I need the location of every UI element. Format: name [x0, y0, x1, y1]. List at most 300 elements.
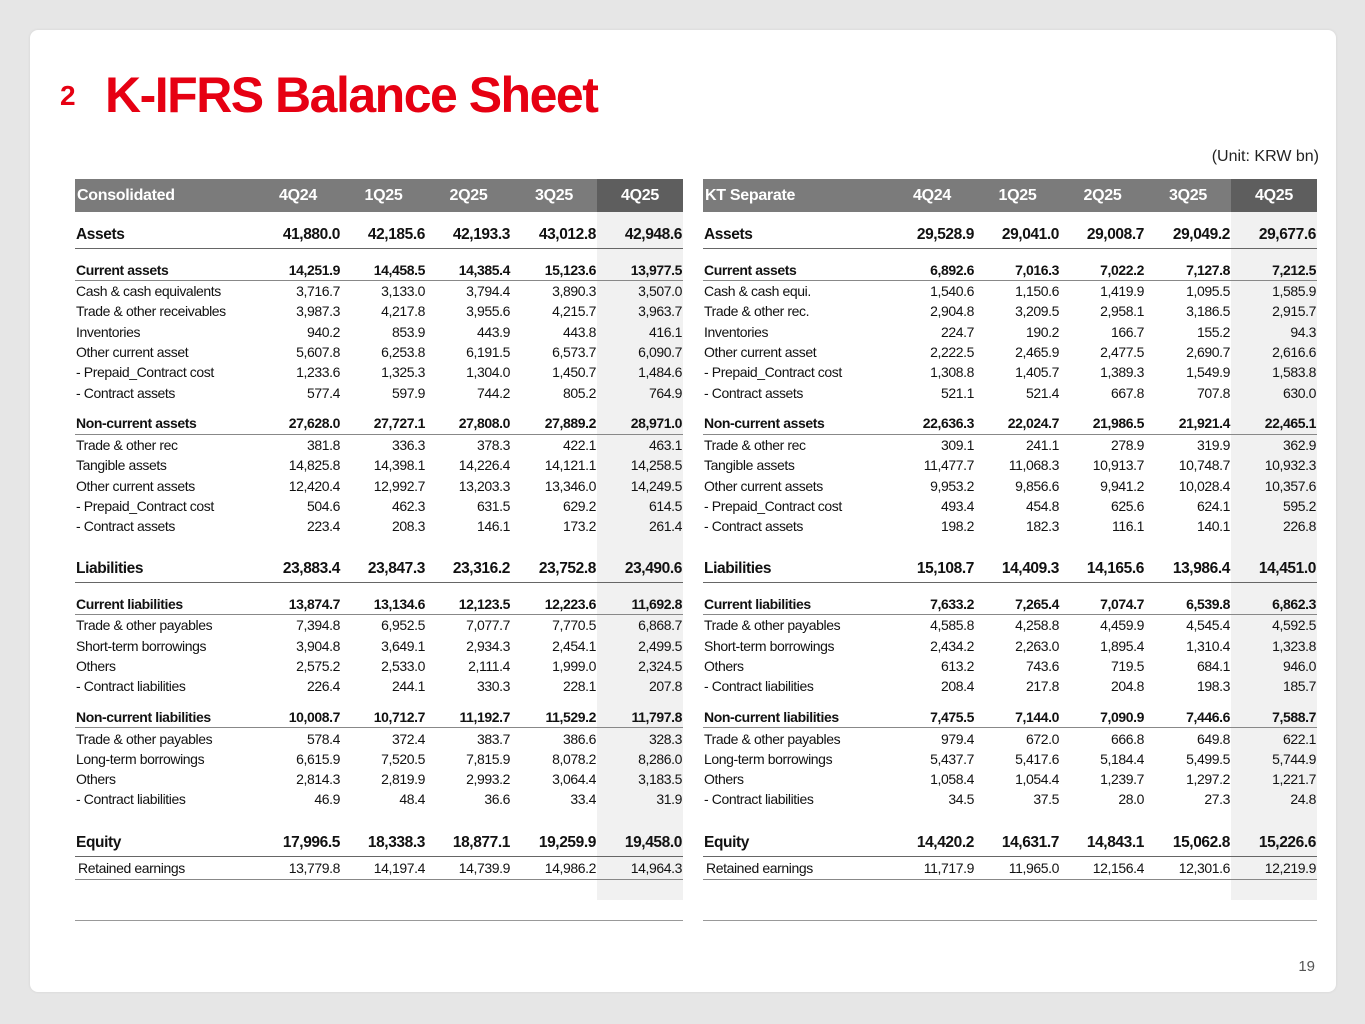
value-cell: 1,450.7 — [552, 364, 596, 381]
value-cell: 23,752.8 — [511, 556, 597, 583]
value-cell: 454.8 — [1025, 497, 1059, 514]
value-cell: 614.5 — [597, 496, 683, 516]
value-cell: 29,049.2 — [1145, 222, 1231, 249]
value-cell: 12,301.6 — [1145, 856, 1231, 879]
row-label: Non-current liabilities — [75, 706, 255, 728]
subtotal-row — [75, 259, 683, 281]
value-cell: 10,028.4 — [1178, 477, 1230, 494]
value-cell: 521.4 — [1025, 384, 1059, 401]
value-cell: 12,156.4 — [1060, 856, 1145, 879]
row-label: Current liabilities — [703, 593, 889, 615]
value-cell: 7,394.8 — [296, 617, 340, 634]
column-header: 1Q25 — [341, 179, 426, 212]
row-label: Other current assets — [76, 477, 195, 494]
value-cell: 140.1 — [1196, 518, 1230, 535]
value-cell: 624.1 — [1196, 497, 1230, 514]
value-cell: 23,847.3 — [341, 556, 426, 583]
value-cell: 11,965.0 — [975, 856, 1060, 879]
value-cell: 6,191.5 — [466, 344, 510, 361]
value-cell: 6,892.6 — [889, 259, 975, 281]
value-cell: 48.4 — [399, 791, 425, 808]
value-cell: 1,150.6 — [1015, 283, 1059, 300]
value-cell: 1,585.9 — [1231, 281, 1317, 302]
value-cell: 19,259.9 — [511, 830, 597, 857]
value-cell: 443.9 — [476, 323, 510, 340]
row-label: Short-term borrowings — [704, 637, 835, 654]
table-row — [703, 789, 1317, 809]
value-cell: 14,251.9 — [255, 259, 341, 281]
table-row — [75, 728, 683, 749]
value-cell: 940.2 — [306, 323, 340, 340]
table-header — [703, 179, 1317, 212]
value-cell: 853.9 — [391, 323, 425, 340]
value-cell: 14,739.9 — [426, 856, 511, 879]
value-cell: 12,992.7 — [373, 477, 425, 494]
value-cell: 630.0 — [1231, 382, 1317, 402]
table-row — [75, 496, 683, 516]
value-cell: 2,690.7 — [1186, 344, 1230, 361]
value-cell: 595.2 — [1231, 496, 1317, 516]
value-cell: 631.5 — [476, 497, 510, 514]
value-cell: 14,843.1 — [1060, 830, 1145, 857]
total-row — [703, 222, 1317, 249]
value-cell: 207.8 — [597, 676, 683, 696]
row-label: Trade & other rec — [704, 436, 806, 453]
value-cell: 46.9 — [314, 791, 340, 808]
value-cell: 27.3 — [1204, 791, 1230, 808]
table-row — [75, 516, 683, 536]
value-cell: 7,212.5 — [1231, 259, 1317, 281]
subtotal-row — [703, 259, 1317, 281]
value-cell: 666.8 — [1110, 730, 1144, 747]
value-cell: 185.7 — [1231, 676, 1317, 696]
value-cell: 22,024.7 — [975, 413, 1060, 435]
value-cell: 2,263.0 — [1015, 637, 1059, 654]
value-cell: 14,451.0 — [1231, 556, 1317, 583]
value-cell: 381.8 — [306, 436, 340, 453]
value-cell: 3,186.5 — [1186, 303, 1230, 320]
value-cell: 5,437.7 — [930, 750, 974, 767]
value-cell: 261.4 — [597, 516, 683, 536]
value-cell: 217.8 — [1025, 678, 1059, 695]
page-title: K-IFRS Balance Sheet — [105, 67, 598, 123]
value-cell: 7,074.7 — [1060, 593, 1145, 615]
value-cell: 7,265.4 — [975, 593, 1060, 615]
value-cell: 597.9 — [391, 384, 425, 401]
subtotal-row — [75, 593, 683, 615]
table-row — [703, 656, 1317, 676]
value-cell: 328.3 — [597, 728, 683, 749]
value-cell: 7,446.6 — [1145, 706, 1231, 728]
row-label: Current assets — [703, 259, 889, 281]
value-cell: 2,958.1 — [1100, 303, 1144, 320]
total-row — [75, 222, 683, 249]
spacer-row — [75, 696, 683, 706]
table-row — [703, 749, 1317, 769]
row-label: Assets — [75, 222, 255, 249]
value-cell: 19,458.0 — [597, 830, 683, 857]
row-label: Long-term borrowings — [76, 750, 205, 767]
value-cell: 2,819.9 — [381, 771, 425, 788]
row-label: Trade & other rec. — [704, 303, 810, 320]
value-cell: 241.1 — [1025, 436, 1059, 453]
column-header: 4Q25 — [1231, 179, 1317, 212]
table-row — [703, 856, 1317, 879]
value-cell: 6,573.7 — [552, 344, 596, 361]
value-cell: 226.8 — [1231, 516, 1317, 536]
value-cell: 979.4 — [940, 730, 974, 747]
value-cell: 15,062.8 — [1145, 830, 1231, 857]
value-cell: 744.2 — [476, 384, 510, 401]
row-label: Others — [704, 771, 744, 788]
table-title-header: KT Separate — [703, 179, 889, 212]
value-cell: 416.1 — [597, 322, 683, 342]
value-cell: 5,607.8 — [296, 344, 340, 361]
value-cell: 2,904.8 — [930, 303, 974, 320]
table-row — [75, 636, 683, 656]
spacer-row — [703, 583, 1317, 594]
table-row — [75, 615, 683, 636]
value-cell: 3,183.5 — [597, 769, 683, 789]
value-cell: 3,716.7 — [296, 283, 340, 300]
table-row — [703, 281, 1317, 302]
row-label: Other current asset — [76, 344, 189, 361]
value-cell: 2,915.7 — [1231, 301, 1317, 321]
value-cell: 2,993.2 — [466, 771, 510, 788]
value-cell: 649.8 — [1196, 730, 1230, 747]
value-cell: 27,727.1 — [341, 413, 426, 435]
value-cell: 43,012.8 — [511, 222, 597, 249]
row-label: - Contract liabilities — [704, 678, 814, 695]
value-cell: 21,921.4 — [1145, 413, 1231, 435]
row-label: - Contract assets — [76, 384, 176, 401]
value-cell: 5,184.4 — [1100, 750, 1144, 767]
subtotal-row — [75, 413, 683, 435]
spacer-row — [703, 403, 1317, 413]
spacer-row — [703, 212, 1317, 222]
value-cell: 198.3 — [1196, 678, 1230, 695]
value-cell: 14,258.5 — [597, 455, 683, 475]
spacer-row — [703, 696, 1317, 706]
value-cell: 29,677.6 — [1231, 222, 1317, 249]
value-cell: 223.4 — [306, 518, 340, 535]
value-cell: 14,825.8 — [288, 457, 340, 474]
value-cell: 1,095.5 — [1186, 283, 1230, 300]
separate-table — [703, 179, 1317, 921]
value-cell: 2,499.5 — [597, 636, 683, 656]
table-row — [75, 749, 683, 769]
value-cell: 13,977.5 — [597, 259, 683, 281]
value-cell: 29,528.9 — [889, 222, 975, 249]
value-cell: 6,615.9 — [296, 750, 340, 767]
value-cell: 13,134.6 — [341, 593, 426, 615]
value-cell: 3,963.7 — [597, 301, 683, 321]
value-cell: 7,770.5 — [552, 617, 596, 634]
table-row — [75, 382, 683, 402]
value-cell: 24.8 — [1231, 789, 1317, 809]
value-cell: 7,633.2 — [889, 593, 975, 615]
value-cell: 9,941.2 — [1100, 477, 1144, 494]
table-row — [75, 475, 683, 495]
value-cell: 3,649.1 — [381, 637, 425, 654]
value-cell: 14,986.2 — [511, 856, 597, 879]
value-cell: 15,226.6 — [1231, 830, 1317, 857]
table-title-header: Consolidated — [75, 179, 255, 212]
column-header: 3Q25 — [1145, 179, 1231, 212]
value-cell: 7,815.9 — [466, 750, 510, 767]
value-cell: 10,932.3 — [1231, 455, 1317, 475]
value-cell: 1,304.0 — [466, 364, 510, 381]
row-label: Tangible assets — [704, 457, 795, 474]
value-cell: 3,507.0 — [597, 281, 683, 302]
value-cell: 2,324.5 — [597, 656, 683, 676]
column-header: 4Q24 — [889, 179, 975, 212]
value-cell: 7,022.2 — [1060, 259, 1145, 281]
value-cell: 1,389.3 — [1100, 364, 1144, 381]
value-cell: 1,058.4 — [930, 771, 974, 788]
spacer-row — [75, 212, 683, 222]
row-label: Liabilities — [75, 556, 255, 583]
column-header: 3Q25 — [511, 179, 597, 212]
value-cell: 14,964.3 — [597, 856, 683, 879]
value-cell: 10,748.7 — [1178, 457, 1230, 474]
value-cell: 244.1 — [391, 678, 425, 695]
value-cell: 8,078.2 — [552, 750, 596, 767]
value-cell: 386.6 — [562, 730, 596, 747]
row-label: Others — [76, 771, 116, 788]
value-cell: 378.3 — [476, 436, 510, 453]
value-cell: 29,041.0 — [975, 222, 1060, 249]
value-cell: 4,215.7 — [552, 303, 596, 320]
row-label: Long-term borrowings — [704, 750, 833, 767]
value-cell: 805.2 — [562, 384, 596, 401]
spacer-row — [703, 249, 1317, 260]
value-cell: 11,192.7 — [426, 706, 511, 728]
row-label: - Contract liabilities — [76, 678, 186, 695]
consolidated-table — [75, 179, 683, 921]
value-cell: 1,221.7 — [1231, 769, 1317, 789]
row-label: Trade & other payables — [704, 730, 841, 747]
value-cell: 362.9 — [1231, 434, 1317, 455]
row-label: Retained earnings — [75, 856, 255, 879]
table-row — [703, 676, 1317, 696]
row-label: - Prepaid_Contract cost — [704, 497, 842, 514]
value-cell: 2,575.2 — [296, 658, 340, 674]
value-cell: 2,533.0 — [381, 658, 425, 674]
value-cell: 1,419.9 — [1100, 283, 1144, 300]
value-cell: 31.9 — [597, 789, 683, 809]
value-cell: 4,585.8 — [930, 617, 974, 634]
table-end-rule — [703, 900, 1317, 921]
value-cell: 42,193.3 — [426, 222, 511, 249]
value-cell: 182.3 — [1025, 518, 1059, 535]
value-cell: 7,520.5 — [381, 750, 425, 767]
row-label: Other current asset — [704, 344, 817, 361]
value-cell: 3,904.8 — [296, 637, 340, 654]
page-number: 19 — [1298, 958, 1315, 975]
row-label: Tangible assets — [76, 457, 167, 474]
value-cell: 1,484.6 — [597, 362, 683, 382]
value-cell: 764.9 — [597, 382, 683, 402]
column-header: 4Q25 — [597, 179, 683, 212]
value-cell: 18,877.1 — [426, 830, 511, 857]
table-row — [703, 322, 1317, 342]
table-row — [75, 656, 683, 676]
row-label: - Contract assets — [704, 518, 804, 535]
value-cell: 27,628.0 — [255, 413, 341, 435]
value-cell: 10,913.7 — [1092, 457, 1144, 474]
value-cell: 6,862.3 — [1231, 593, 1317, 615]
value-cell: 625.6 — [1110, 497, 1144, 514]
spacer-row — [75, 249, 683, 260]
table-row — [703, 362, 1317, 382]
value-cell: 443.8 — [562, 323, 596, 340]
value-cell: 309.1 — [940, 436, 974, 453]
value-cell: 2,465.9 — [1015, 344, 1059, 361]
row-label: Inventories — [76, 323, 141, 340]
value-cell: 34.5 — [948, 791, 974, 808]
row-label: - Prepaid_Contract cost — [704, 364, 842, 381]
total-row — [703, 556, 1317, 583]
table-row — [703, 301, 1317, 321]
table-row — [703, 769, 1317, 789]
row-label: Equity — [703, 830, 889, 857]
value-cell: 12,420.4 — [288, 477, 340, 494]
value-cell: 8,286.0 — [597, 749, 683, 769]
table-row — [703, 434, 1317, 455]
value-cell: 208.4 — [940, 678, 974, 695]
value-cell: 7,090.9 — [1060, 706, 1145, 728]
value-cell: 9,953.2 — [930, 477, 974, 494]
value-cell: 336.3 — [391, 436, 425, 453]
spacer-row — [75, 583, 683, 594]
subtotal-row — [75, 706, 683, 728]
value-cell: 1,999.0 — [552, 658, 596, 674]
value-cell: 372.4 — [391, 730, 425, 747]
value-cell: 12,123.5 — [426, 593, 511, 615]
table-row — [75, 301, 683, 321]
row-label: Assets — [703, 222, 889, 249]
value-cell: 3,794.4 — [466, 283, 510, 300]
value-cell: 224.7 — [940, 323, 974, 340]
value-cell: 14,398.1 — [373, 457, 425, 474]
value-cell: 190.2 — [1025, 323, 1059, 340]
spacer-row — [703, 879, 1317, 900]
value-cell: 383.7 — [476, 730, 510, 747]
table-row — [703, 728, 1317, 749]
value-cell: 577.4 — [306, 384, 340, 401]
row-label: - Contract assets — [704, 384, 804, 401]
row-label: Non-current assets — [703, 413, 889, 435]
table-row — [75, 342, 683, 362]
value-cell: 521.1 — [940, 384, 974, 401]
table-row — [75, 676, 683, 696]
value-cell: 2,814.3 — [296, 771, 340, 788]
value-cell: 578.4 — [306, 730, 340, 747]
value-cell: 6,539.8 — [1145, 593, 1231, 615]
value-cell: 14,458.5 — [341, 259, 426, 281]
value-cell: 493.4 — [940, 497, 974, 514]
value-cell: 15,123.6 — [511, 259, 597, 281]
row-label: Non-current assets — [75, 413, 255, 435]
value-cell: 27,808.0 — [426, 413, 511, 435]
value-cell: 18,338.3 — [341, 830, 426, 857]
value-cell: 28,971.0 — [597, 413, 683, 435]
table-row — [703, 342, 1317, 362]
value-cell: 22,465.1 — [1231, 413, 1317, 435]
value-cell: 14,165.6 — [1060, 556, 1145, 583]
value-cell: 42,948.6 — [597, 222, 683, 249]
value-cell: 7,475.5 — [889, 706, 975, 728]
value-cell: 155.2 — [1196, 323, 1230, 340]
row-label: Current assets — [75, 259, 255, 281]
value-cell: 719.5 — [1110, 658, 1144, 674]
value-cell: 33.4 — [570, 791, 596, 808]
value-cell: 15,108.7 — [889, 556, 975, 583]
row-label: - Contract assets — [76, 518, 176, 535]
value-cell: 10,008.7 — [255, 706, 341, 728]
row-label: Non-current liabilities — [703, 706, 889, 728]
row-label: Liabilities — [703, 556, 889, 583]
table-row — [703, 496, 1317, 516]
value-cell: 7,077.7 — [466, 617, 510, 634]
row-label: - Prepaid_Contract cost — [76, 364, 214, 381]
value-cell: 10,357.6 — [1231, 475, 1317, 495]
table-row — [75, 769, 683, 789]
value-cell: 672.0 — [1025, 730, 1059, 747]
value-cell: 3,064.4 — [552, 771, 596, 788]
row-label: - Prepaid_Contract cost — [76, 497, 214, 514]
spacer-row — [75, 879, 683, 900]
value-cell: 6,090.7 — [597, 342, 683, 362]
column-header: 1Q25 — [975, 179, 1060, 212]
table-row — [703, 475, 1317, 495]
value-cell: 11,529.2 — [511, 706, 597, 728]
value-cell: 6,952.5 — [381, 617, 425, 634]
value-cell: 1,308.8 — [930, 364, 974, 381]
table-row — [75, 856, 683, 879]
row-label: Current liabilities — [75, 593, 255, 615]
value-cell: 1,895.4 — [1100, 637, 1144, 654]
row-label: Others — [704, 658, 744, 674]
row-label: Inventories — [704, 323, 769, 340]
subtotal-row — [703, 706, 1317, 728]
row-label: - Contract liabilities — [704, 791, 814, 808]
value-cell: 2,454.1 — [552, 637, 596, 654]
value-cell: 7,588.7 — [1231, 706, 1317, 728]
value-cell: 1,323.8 — [1231, 636, 1317, 656]
value-cell: 41,880.0 — [255, 222, 341, 249]
value-cell: 2,934.3 — [466, 637, 510, 654]
row-label: Others — [76, 658, 116, 674]
value-cell: 462.3 — [391, 497, 425, 514]
value-cell: 2,111.4 — [468, 658, 510, 674]
spacer-row — [75, 536, 683, 556]
value-cell: 9,856.6 — [1015, 477, 1059, 494]
value-cell: 1,583.8 — [1231, 362, 1317, 382]
table-row — [75, 434, 683, 455]
value-cell: 463.1 — [597, 434, 683, 455]
row-label: Cash & cash equivalents — [76, 283, 221, 300]
value-cell: 667.8 — [1110, 384, 1144, 401]
subtotal-row — [703, 593, 1317, 615]
value-cell: 13,986.4 — [1145, 556, 1231, 583]
value-cell: 22,636.3 — [889, 413, 975, 435]
value-cell: 14,409.3 — [975, 556, 1060, 583]
table-row — [75, 455, 683, 475]
value-cell: 208.3 — [391, 518, 425, 535]
value-cell: 4,545.4 — [1186, 617, 1230, 634]
